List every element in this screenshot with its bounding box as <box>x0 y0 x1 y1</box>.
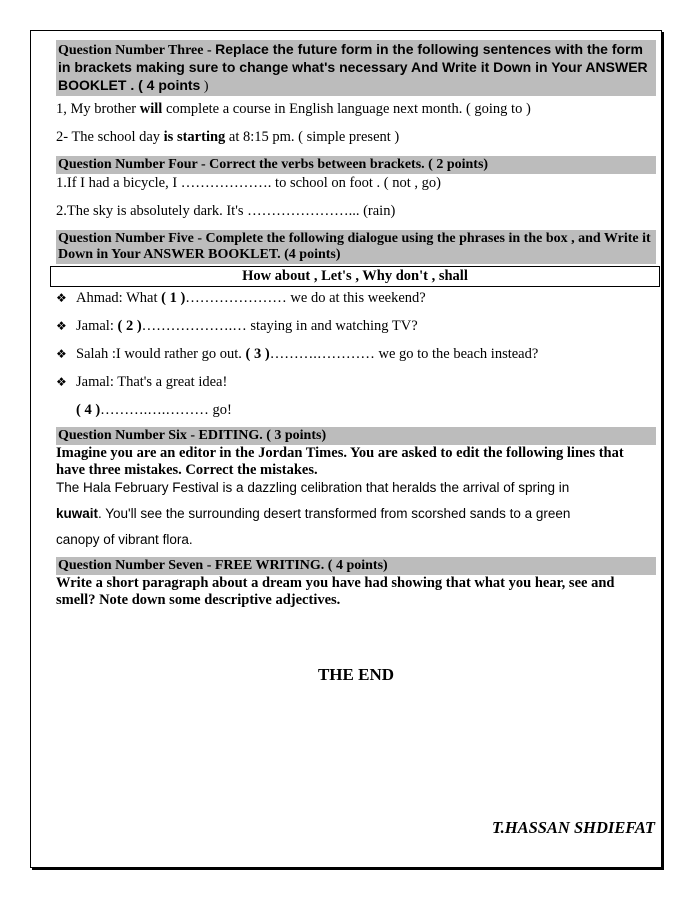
question-four-heading: Question Number Four - Correct the verbs between brackets. ( 2 points) <box>56 156 656 174</box>
editing-passage: The Hala February Festival is a dazzling celibration that heralds the arrival of spring in kuwait. You'll see the surrounding desert transformed from scorshed sands to a green canopy of vibrant flora. <box>56 480 571 547</box>
question-three-sentence-2: 2- The school day is starting at 8:15 pm. ( simple present ) <box>56 129 400 145</box>
question-four-sentence-1: 1.If I had a bicycle, I ………………. to school on foot . ( not , go) <box>56 175 441 191</box>
dialogue-line-1: ❖ Ahmad: What ( 1 )………………… we do at this weekend? <box>56 290 426 306</box>
diamond-bullet-icon: ❖ <box>56 375 67 389</box>
question-seven-heading: Question Number Seven - FREE WRITING. ( 4 points) <box>56 557 656 575</box>
question-four-sentence-2: 2.The sky is absolutely dark. It's …………………... (rain) <box>56 203 396 219</box>
dialogue-line-3: ❖ Salah :I would rather go out. ( 3 )……….………… we go to the beach instead? <box>56 346 539 362</box>
dialogue-line-2: ❖ Jamal: ( 2 )……………….… staying in and watching TV? <box>56 318 418 334</box>
question-five-heading: Question Number Five - Complete the following dialogue using the phrases in the box , and Write it Down in Your ANSWER BOOKLET. (4 points) <box>56 230 656 264</box>
teacher-signature: T.HASSAN SHDIEFAT <box>492 818 655 837</box>
question-six-heading: Question Number Six - EDITING. ( 3 points) <box>56 427 656 445</box>
question-three-label: Question Number Three - <box>58 43 216 58</box>
question-three-instruction: Replace the future form in the following sentences with the form in brackets making sure to change what's necessary And Write it Down in Your ANSWER BOOKLET . ( 4 points <box>58 41 648 93</box>
question-three-sentence-1: 1, My brother will complete a course in English language next month. ( going to ) <box>56 101 531 117</box>
question-six-instruction: Imagine you are an editor in the Jordan Times. You are asked to edit the following lines that have three mistakes. Correct the mistakes. <box>56 445 624 478</box>
question-three-heading <box>56 40 656 96</box>
dialogue-line-4: ❖ Jamal: That's a great idea! <box>56 374 228 390</box>
diamond-bullet-icon: ❖ <box>56 291 67 305</box>
diamond-bullet-icon: ❖ <box>56 347 67 361</box>
dialogue-line-5: ( 4 )……….….……… go! <box>76 402 232 418</box>
worksheet <box>56 40 656 685</box>
end-title: THE END <box>317 665 395 684</box>
diamond-bullet-icon: ❖ <box>56 319 67 333</box>
question-three-close: ) <box>200 79 209 94</box>
question-seven-instruction: Write a short paragraph about a dream you have had showing that what you hear, see and smell? Note down some descriptive adjectives. <box>56 575 615 608</box>
phrase-box: How about , Let's , Why don't , shall <box>50 266 660 287</box>
